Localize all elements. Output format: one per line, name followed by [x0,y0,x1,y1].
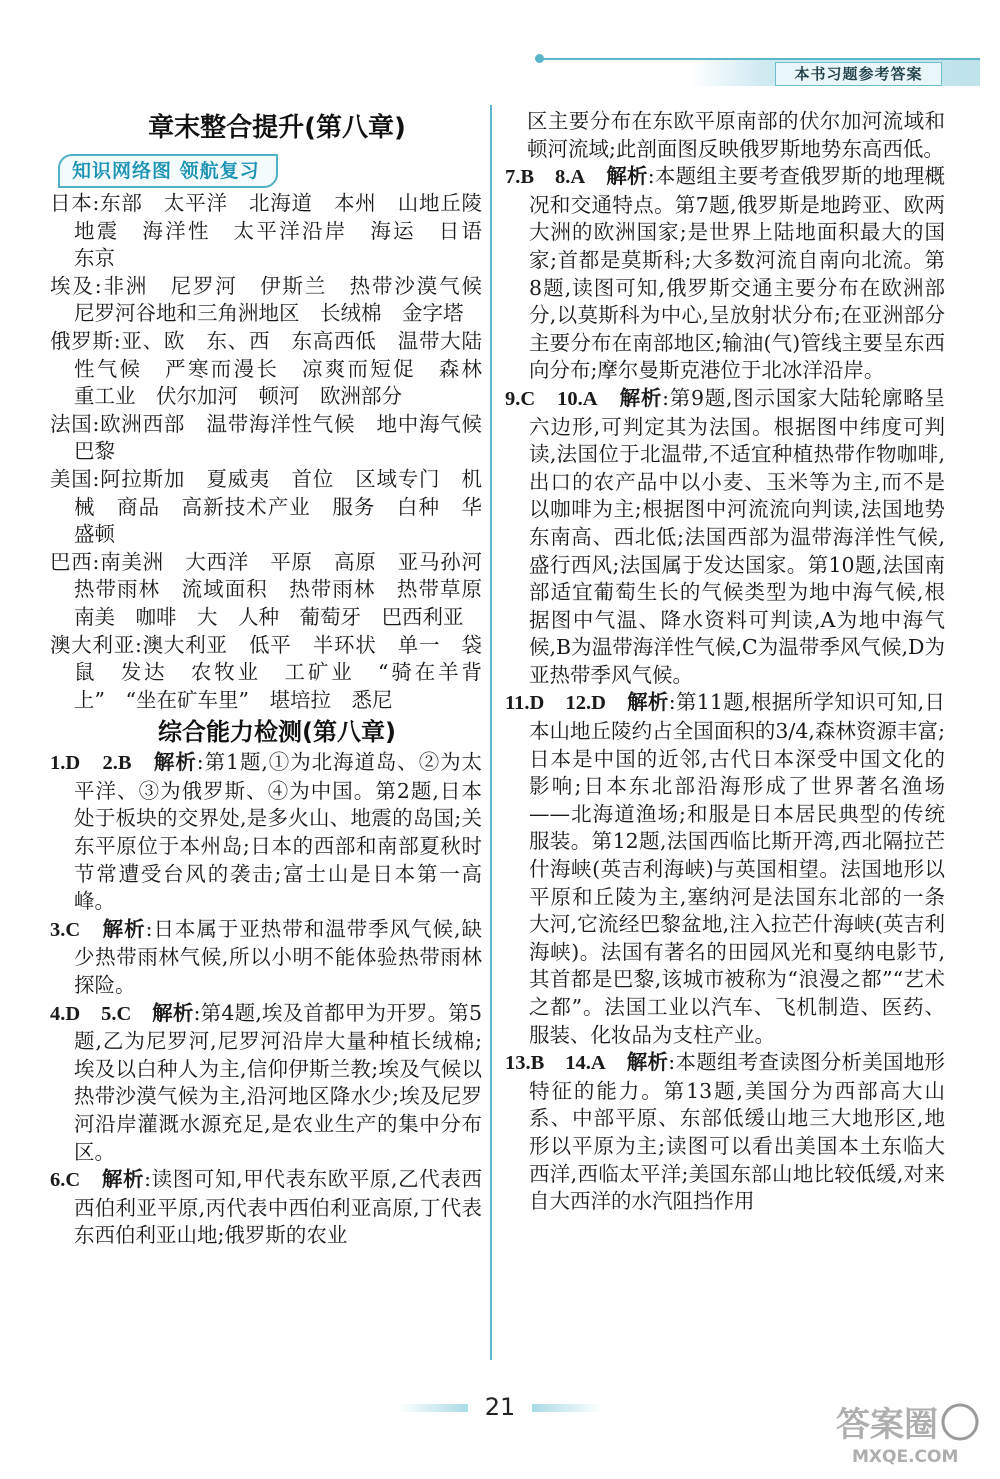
answer-text: :本题组主要考查俄罗斯的地理概况和交通特点。第7题,俄罗斯是地跨亚、欧两大洲的欧洲国家;是世界上陆地面积最大的国家;首都是莫斯科;大多数河流自南向北流。第8题,读图可知,俄罗斯交通主要分布在欧洲部分,以莫斯科为中心,呈放射状分布;在亚洲部分主要分布在南部地区;输油(气)管线主要呈东西向分布;摩尔曼斯克港位于北冰洋沿岸。 [529,164,946,383]
question-number: 7.B 8.A [505,166,586,189]
banner-label: 知识网络图 领航复习 [58,154,278,188]
knowledge-item: 日本:东部 太平洋 北海道 本州 山地丘陵 地震 海洋性 太平洋沿岸 海运 日语 东京 [50,191,503,271]
question-number: 9.C 10.A [505,387,598,410]
question-number: 3.C [50,918,81,941]
analysis-label: 解析 [606,164,648,189]
footer-ornament-right [532,1404,602,1412]
answer-item [50,916,482,1000]
knowledge-item: 美国:阿拉斯加 夏威夷 首位 区域专门 机械 商品 高新技术产业 服务 白种 华盛顿 [50,466,482,547]
answer-item [50,1000,482,1167]
question-number: 1.D 2.B [50,752,132,775]
left-column [50,108,503,1250]
section-title: 综合能力检测(第八章) [158,718,396,747]
answer-item [505,163,945,385]
analysis-label: 解析 [619,385,663,410]
question-number: 13.B 14.A [505,1052,606,1075]
answer-text: :第1题,①为北海道岛、②为太平洋、③为俄罗斯、④为中国。第2题,日本处于板块的交界处,是多火山、地震的岛国;关东平原位于本州岛;日本的西部和南部夏秋时节常遭受台风的袭击;富士山是日本第一高峰。 [74,750,483,914]
answer-text: :第9题,图示国家大陆轮廓略呈六边形,可判定其为法国。根据图中纬度可判读,法国位于北温带,不适宜种植热带作物咖啡,出口的农产品中以小麦、玉米等为主,而不是以咖啡为主;根据图中河流流向判读,法国地势东南高、西北低;法国西部为温带海洋性气候,盛行西风;法国属于发达国家。第10题,法国南部适宜葡萄生长的气候类型为地中海气候,根据图中气温、降水资料可判读,A为地中海气候,B为温带海洋性气候,C为温带季风气候,D为亚热带季风气候。 [529,385,946,687]
answer-text: :第4题,埃及首都甲为开罗。第5题,乙为尼罗河,尼罗河沿岸大量种植长绒棉;埃及以白种人为主,信仰伊斯兰教;埃及气候以热带沙漠气候为主,沿河地区降水少;埃及尼罗河沿岸灌溉水源充足,是农业生产的集中分布区。 [74,1000,483,1164]
page-number: 21 [484,1393,516,1421]
analysis-label: 解析 [101,1167,145,1192]
watermark-circle [943,1405,977,1439]
knowledge-item: 法国:欧洲西部 温带海洋性气候 地中海气候 巴黎 [50,411,503,464]
answer-item [505,689,945,1049]
watermark-logo [832,1396,982,1466]
answer-text: :第11题,根据所学知识可知,日本山地丘陵约占全国面积的3/4,森林资源丰富;日本是中国的近邻,古代日本深受中国文化的影响;日本东北部沿海形成了世界著名渔场——北海道渔场;和服是日本居民典型的传统服装。第12题,法国西临比斯开湾,西北隔拉芒什海峡(英吉利海峡)与英国相望。法国地形以平原和丘陵为主,塞纳河是法国东北部的一条大河,它流经巴黎盆地,注入拉芒什海峡(英吉利海峡)。法国有著名的田园风光和戛纳电影节,其首都是巴黎,该城市被称为“浪漫之都”“艺术之都”。法国工业以汽车、飞机制造、医药、服装、化妆品为支柱产业。 [529,690,946,1047]
analysis-label: 解析 [626,1050,669,1075]
answer-text: :读图可知,甲代表东欧平原,乙代表西西伯利亚平原,丙代表中西伯利亚高原,丁代表东西伯利亚山地;俄罗斯的农业 [74,1167,483,1248]
question-number: 11.D 12.D [505,692,606,715]
answer-item [50,1166,482,1250]
answer-item [505,1049,945,1216]
knowledge-list [50,190,503,714]
knowledge-item: 埃及:非洲 尼罗河 伊斯兰 热带沙漠气候 尼罗河谷地和三角洲地区 长绒棉 金字塔 [50,273,503,326]
answer-list-left [50,749,482,1250]
answer-text: :日本属于亚热带和温带季风气候,缺少热带雨林气候,所以小明不能体验热带雨林探险。 [74,916,482,998]
answer-text: :本题组考查读图分析美国地形特征的能力。第13题,美国分为西部高大山系、中部平原、东部低缓山地三大地形区,地形以平原为主;读图可以看出美国本土东临大西洋,西临太平洋;美国东部山地比较低缓,对来自大西洋的水汽阻挡作用 [529,1050,946,1214]
analysis-label: 解析 [102,916,146,941]
watermark-url: MXQE.COM [852,1447,959,1466]
question-number: 4.D 5.C [50,1002,132,1025]
knowledge-item: 澳大利亚:澳大利亚 低平 半环状 单一 袋鼠 发达 农牧业 工矿业 “骑在羊背上” “坐在矿车里” 堪培拉 悉尼 [50,632,482,712]
answer-item [50,749,482,916]
knowledge-item: 俄罗斯:亚、欧 东、西 东高西低 温带大陆性气候 严寒而漫长 凉爽而短促 森林 重工业 伏尔加河 顿河 欧洲部分 [50,328,503,409]
analysis-label: 解析 [627,690,669,715]
analysis-label: 解析 [153,750,197,775]
footer-ornament-left [398,1404,468,1412]
continued-text: 区主要分布在东欧平原南部的伏尔加河流域和顿河流域;此剖面图反映俄罗斯地势东高西低。 [527,109,945,161]
analysis-label: 解析 [152,1000,194,1025]
right-column [505,108,945,1216]
question-number: 6.C [50,1169,81,1192]
answer-list-right [505,163,945,1216]
header-label: 本书习题参考答案 [775,62,942,86]
knowledge-item: 巴西:南美洲 大西洋 平原 高原 亚马孙河 热带雨林 流域面积 热带雨林 热带草原 南美 咖啡 大 人种 葡萄牙 巴西利亚 [50,549,503,629]
answer-item [505,385,945,690]
chapter-title: 章末整合提升(第八章) [148,113,406,143]
section-banner [58,154,482,190]
watermark-text: 答案圈 [836,1405,938,1445]
